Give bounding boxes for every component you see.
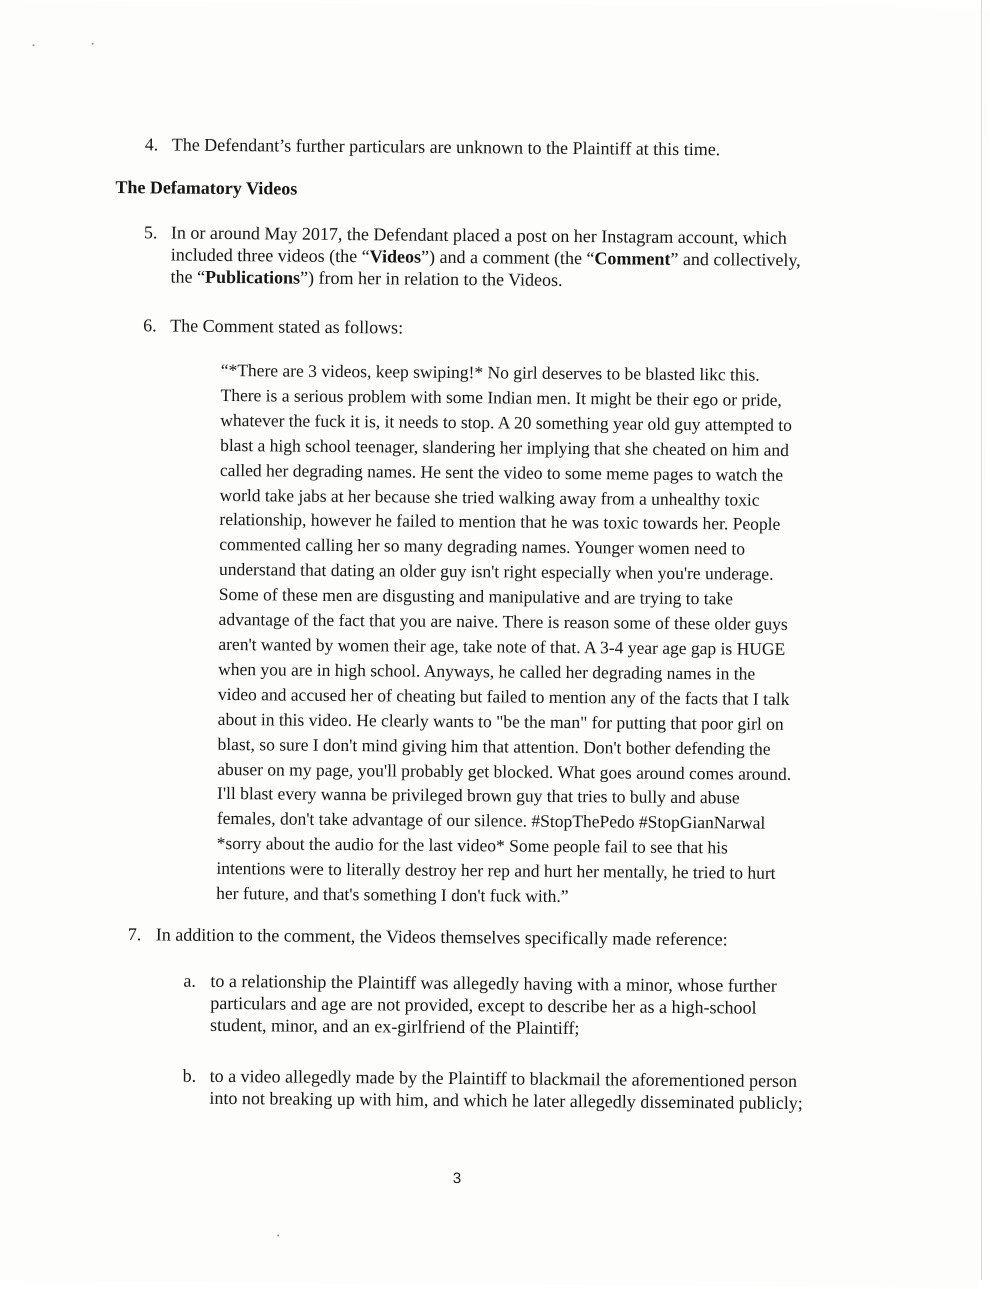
subparagraph-text: [210, 970, 777, 1041]
subparagraph-letter: b.: [182, 1065, 197, 1086]
quote-line: understand that dating an older guy isn't right especially when you're underage.: [218, 559, 774, 585]
defined-term-comment: Comment: [594, 248, 671, 269]
subparagraph-text: [209, 1065, 803, 1114]
scan-speck: [33, 44, 35, 46]
subparagraph-letter: a.: [183, 970, 197, 991]
paragraph-number: 6.: [143, 315, 157, 336]
scan-speck: [277, 1234, 279, 1236]
defined-term-publications: Publications: [204, 266, 301, 288]
quote-line: blast a high school teenager, slandering her implying that she cheated on him and: [220, 434, 790, 460]
quoted-comment: [216, 358, 833, 911]
text-run: ”) from her in relation to the Videos.: [300, 267, 563, 290]
paragraph-text: In addition to the comment, the Videos themselves specifically made reference:: [155, 924, 728, 950]
quote-line: intentions were to literally destroy her rep and hurt her mentally, he tried to hurt: [216, 858, 776, 883]
paragraph-line: In or around May 2017, the Defendant placed a post on her Instagram account, which: [170, 222, 787, 248]
paragraph-text: The Defendant’s further particulars are unknown to the Plaintiff at this time.: [171, 134, 721, 160]
quote-line: world take jabs at her because she tried walking away from a unhealthy toxic: [219, 484, 760, 510]
paragraph-line: into not breaking up with him, and which he later allegedly disseminated publicly;: [209, 1087, 803, 1114]
quote-line: about in this video. He clearly wants to "be the man" for putting that poor girl on: [217, 708, 784, 734]
quote-line: commented calling her so many degrading names. Younger women need to: [219, 534, 746, 559]
defined-term-videos: Videos: [369, 246, 422, 267]
quote-line: whatever the fuck it is, it needs to stop. A 20 something year old guy attempted to: [220, 409, 792, 435]
paragraph-line: to a relationship the Plaintiff was allegedly having with a minor, whose further: [210, 970, 777, 996]
text-run: ” and collectively,: [670, 248, 801, 270]
quote-line: aren't wanted by women their age, take note of that. A 3-4 year age gap is HUGE: [218, 633, 786, 659]
text-run: ”) and a comment (the “: [420, 246, 595, 269]
paragraph-line: particulars and age are not provided, except to describe her as a high-school: [210, 992, 757, 1018]
text-run: included three videos (the “: [170, 244, 370, 267]
text-run: the “: [170, 266, 206, 287]
quote-line: Some of these men are disgusting and manipulative and are trying to take: [218, 584, 734, 609]
scan-speck: [92, 43, 94, 45]
paragraph-number: 5.: [143, 222, 158, 243]
quote-line: video and accused her of cheating but failed to mention any of the facts that I talk: [217, 683, 790, 709]
quote-line: when you are in high school. Anyways, he called her degrading names in the: [218, 658, 756, 684]
quote-line: There is a serious problem with some Indian men. It might be their ego or pride,: [220, 384, 782, 410]
quote-line: females, don't take advantage of our silence. #StopThePedo #StopGianNarwal: [216, 808, 766, 834]
quote-line: “*There are 3 videos, keep swiping!* No girl deserves to be blasted likc this.: [220, 359, 760, 385]
quote-line: called her degrading names. He sent the video to some meme pages to watch the: [219, 459, 784, 485]
quote-line: abuser on my page, you'll probably get blocked. What goes around comes around.: [217, 758, 792, 784]
paragraph-text: The Comment stated as follows:: [170, 315, 404, 338]
paragraph-number: 7.: [127, 924, 142, 945]
paragraph-number: 4.: [144, 134, 159, 155]
section-heading: The Defamatory Videos: [115, 177, 298, 199]
quote-line: I'll blast every wanna be privileged brown guy that tries to bully and abuse: [216, 783, 740, 808]
quote-line: advantage of the fact that you are naive. There is reason some of these older guys: [218, 608, 788, 634]
paragraph-line: to a video allegedly made by the Plaintiff to blackmail the aforementioned person: [209, 1065, 798, 1091]
quote-line: relationship, however he failed to mention that he was toxic towards her. People: [219, 509, 781, 535]
paragraph-line: student, minor, and an ex-girlfriend of the Plaintiff;: [209, 1014, 580, 1039]
quote-line: *sorry about the audio for the last video* Some people fail to see that his: [216, 833, 728, 858]
quote-line: blast, so sure I don't mind giving him that attention. Don't bother defending the: [217, 733, 771, 759]
page-number: 3: [452, 1169, 462, 1188]
scan-edge-line: [981, 0, 982, 1280]
quote-line: her future, and that's something I don't fuck with.”: [216, 882, 569, 907]
paragraph-text: [170, 222, 801, 293]
